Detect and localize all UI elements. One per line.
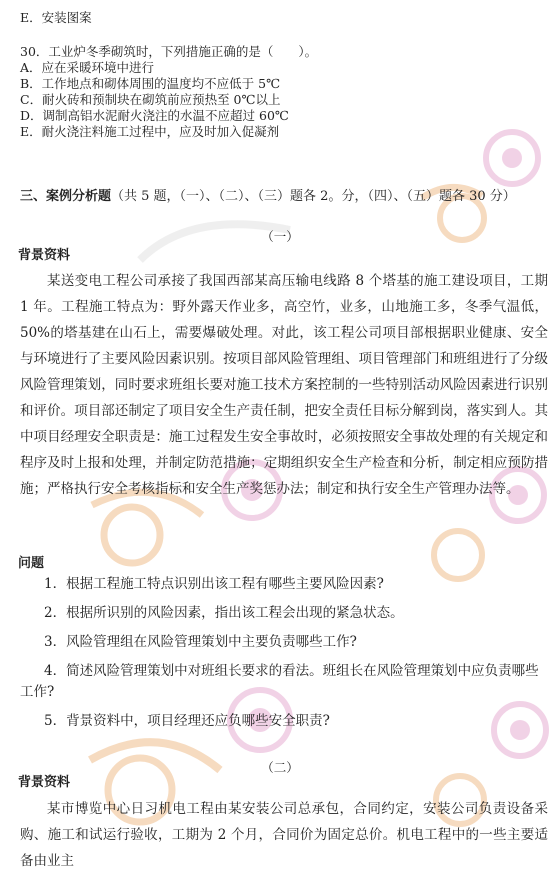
case-1-paragraph: 某送变电工程公司承接了我国西部某高压输电线路 8 个塔基的施工建设项目，工期 1 年。工程施工特点为：野外露天作业多，高空竹，业多，山地施工多，冬季气温低，50%的塔基建在山石上，需要爆破处理。对此，该工程公司项目部根据职业健康、安全与环境进行了主要风险因素识别。按项目部风险管理组、项目管理部门和班组进行了分级风险管理策划，同时要求班组长要对施工技术方案控制的一些特别活动风险因素进行识别和评价。项目部还制定了项目安全生产责任制，把安全责任目标分解到岗，落实到人。其中项目经理安全职责是：施工过程发生安全事故时，必须按照安全事故处理的有关规定和程序及时上报和处理，并制定防范措施；定期组织安全生产检查和分析，制定相应预防措施；严格执行安全考核指标和安全生产奖惩办法；制定和执行安全生产管理办法等。 <box>20 273 548 497</box>
section-title-bold: 三、案例分析题 <box>20 189 112 204</box>
list-item: 3．风险管理组在风险管理策划中主要负责哪些工作? <box>44 634 357 650</box>
section-title-rest: （共 5 题，（一）、（二）、（三）题各 2。分，（四）、（五）题各 30 分） <box>111 189 516 204</box>
question-30 <box>20 44 540 140</box>
questions-heading: 问题 <box>18 556 45 571</box>
section-title <box>20 188 516 206</box>
option-e-install: E．安装图案 <box>20 10 92 25</box>
option-b: B．工作地点和砌体周围的温度均不应低于 5℃ <box>20 76 281 91</box>
option-a: A．应在采暖环境中进行 <box>20 60 155 75</box>
case-1-label: （一） <box>261 229 299 244</box>
list-item: 5．背景资料中，项目经理还应负哪些安全职责? <box>44 713 330 729</box>
option-c: C．耐火砖和预制块在砌筑前应预热至 0℃以上 <box>20 92 281 107</box>
list-item: 4．简述风险管理策划中对班组长要求的看法。班组长在风险管理策划中应负责哪些工作? <box>20 663 539 700</box>
case-2-paragraph: 某市博览中心日习机电工程由某安装公司总承包，合同约定，安装公司负责设备采购、施工和试运行验收，工期为 2 个月，合同价为固定总价。机电工程中的一些主要适备由业主 <box>20 801 548 869</box>
question-list <box>20 574 548 740</box>
option-e: E．耐火浇注料施工过程中，应及时加入促凝剂 <box>20 124 280 139</box>
case-2-label: （二） <box>261 760 299 775</box>
option-d: D．调制高铝水泥耐火浇注的水温不应超过 60℃ <box>20 108 289 123</box>
list-item: 1．根据工程施工特点识别出该工程有哪些主要风险因素? <box>44 576 384 592</box>
list-item: 2．根据所识别的风险因素，指出该工程会出现的紧急状态。 <box>44 605 404 621</box>
background-heading: 背景资料 <box>18 248 71 263</box>
background-heading: 背景资料 <box>18 775 71 790</box>
question-stem: 30．工业炉冬季砌筑时，下列措施正确的是（ ）。 <box>20 44 318 59</box>
